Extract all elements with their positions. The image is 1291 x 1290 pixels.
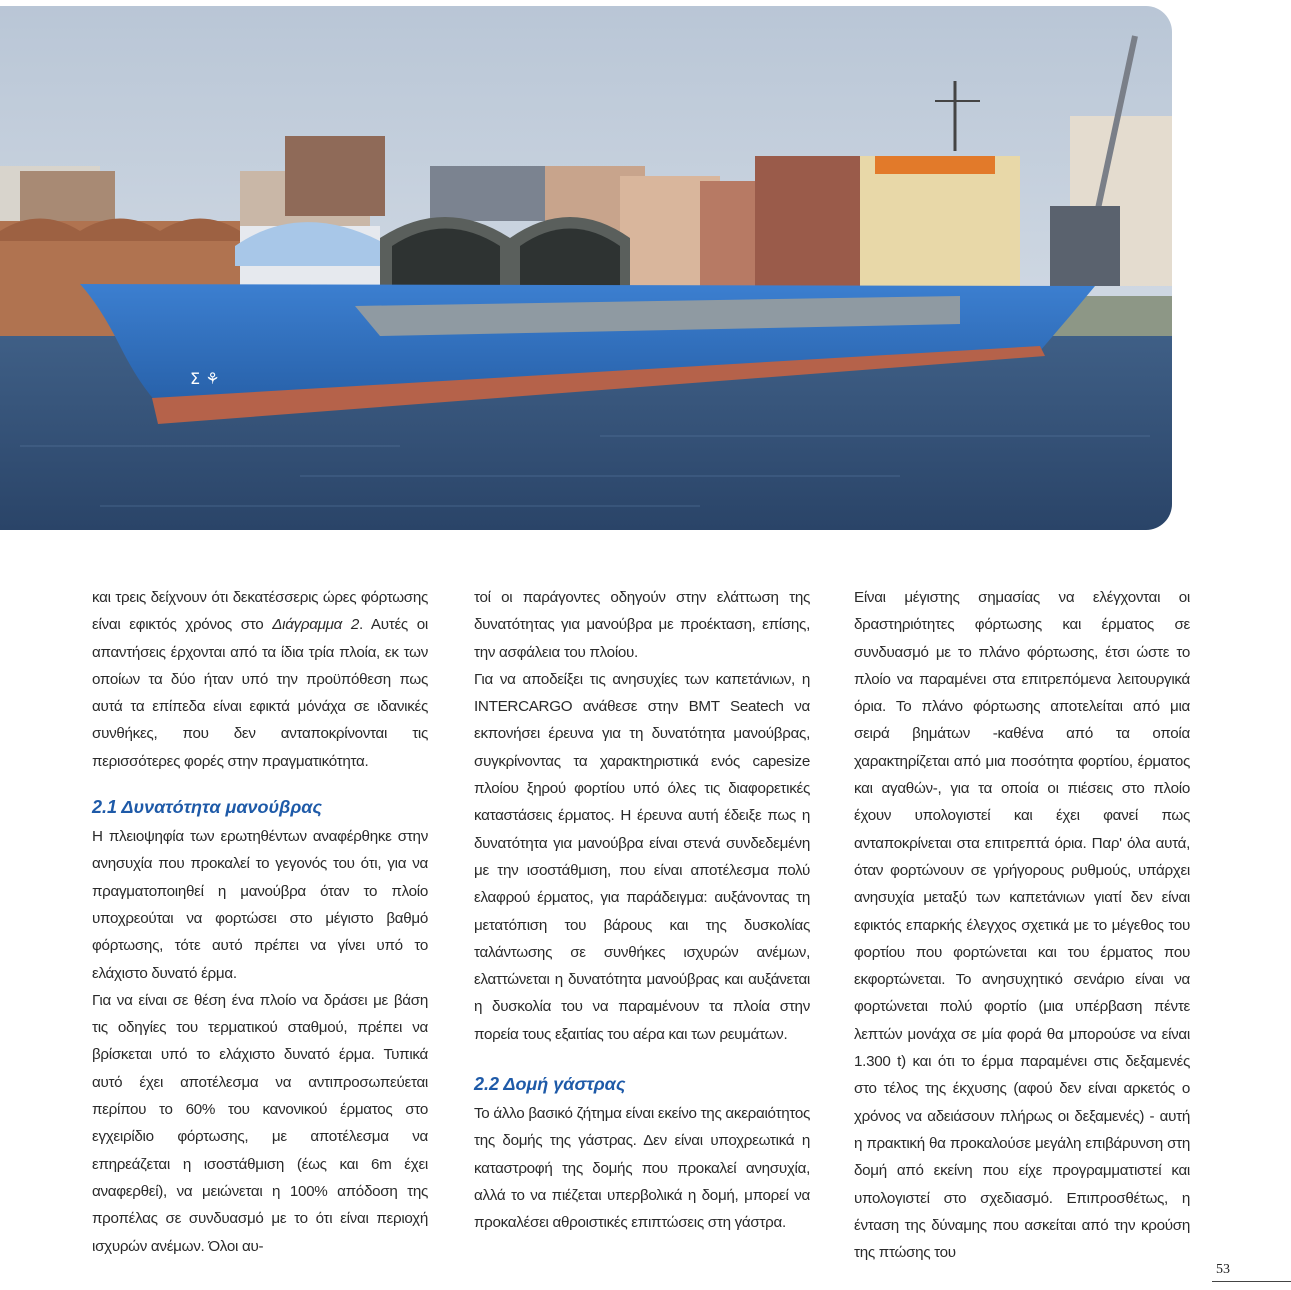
section-heading-2-1: 2.1 Δυνατότητα μανούβρας (92, 797, 322, 818)
article-column-1 (92, 584, 428, 1260)
paragraph: Για να είναι σε θέση ένα πλοίο να δράσει με βάση τις οδηγίες του τερματικού σταθμού, πρέπει να βρίσκεται υπό το ελάχιστο δυνατό έρμα. Τυπικά αυτό έχει αποτέλεσμα να αντιπροσωπεύεται περίπου το 60% του κανονικού έρματος στο εγχειρίδιο φόρτωσης, με αποτέλεσμα να επηρεάζεται η ισοστάθμιση (έως και 6m έχει αναφερθεί), να μειώνεται η 100% απόδοση της προπέλας σε συνδυασμό με το ότι είναι περιοχή ισχυρών ανέμων. Όλοι αυ- (92, 991, 428, 1255)
ship-photo (0, 6, 1172, 530)
footer-rule (1212, 1281, 1291, 1282)
section-heading-2-2: 2.2 Δομή γάστρας (474, 1074, 626, 1095)
bow-marking: Σ ⚘ (190, 369, 220, 388)
page-number: 53 (1216, 1262, 1230, 1277)
ship-illustration (0, 6, 1172, 530)
paragraph: Είναι μέγιστης σημασίας να ελέγχονται οι δραστηριότητες φόρτωσης και έρματος σε συνδυασμό με το πλάνο φόρτωσης, έτσι ώστε το πλοίο να παραμένει στα επιτρεπόμενα λειτουργικά όρια. Το πλάνο φόρτωσης αποτελείται από μια σειρά βημάτων -καθένα από τα οποία χαρακτηρίζεται από μια ποσότητα φορτίου, έρματος και αγαθών-, για τα οποία οι πιέσεις στο πλοίο έχουν υπολογιστεί και έχει φανεί πως ανταποκρίνεται στα επιτρεπτά όρια. Παρ' όλα αυτά, όταν φορτώνουν σε γρήγορους ρυθμούς, υπάρχει ανησυχία μεταξύ των καπετάνιων γιατί δεν είναι εφικτός επαρκής έλεγχος σχετικά με το μέγεθος του φορτίου που φορτώνεται και του έρματος που εκφορτώνεται. Το ανησυχητικό σενάριο είναι να φορτώνεται πολύ φορτίο (μια υπέρβαση πέντε λεπτών μονάχα σε μία φορά θα μπορούσε να είναι 1.300 t) και ότι το έρμα παραμένει στις δεξαμενές στο τέλος της έκχυσης (αφού δεν είναι αρκετός ο χρόνος να αδειάσουν πλήρως οι δεξαμενές) - αυτή η πρακτική θα προκαλούσε μεγάλη επιβάρυνση στη δομή από εκείνη που είχε προγραμματιστεί και υπολογιστεί στο σχεδιασμό. Επιπροσθέτως, η ένταση της δύναμης που ασκείται από την κρούση της πτώσης του (854, 589, 1190, 1262)
paragraph: Το άλλο βασικό ζήτημα είναι εκείνο της ακεραιότητος της δομής της γάστρας. Δεν είναι υποχρεωτικά η καταστροφή της δομής που προκαλεί ανησυχία, αλλά το να πιέζεται υπερβολικά η δομή, μπορεί να προκαλέσει αθροιστικές επιπτώσεις στη γάστρα. (474, 1105, 810, 1232)
article-column-2 (474, 584, 810, 1237)
paragraph: Η πλειοψηφία των ερωτηθέντων αναφέρθηκε στην ανησυχία που προκαλεί το γεγονός του ότι, για να πραγματοποιηθεί η μανούβρα όταν το πλοίο υποχρεούται να φορτώσει στο μέγιστο βαθμό φόρτωσης, τότε αυτό πρέπει να γίνει υπό το ελάχιστο δυνατό έρμα. (92, 828, 428, 982)
paragraph: Για να αποδείξει τις ανησυχίες των καπετάνιων, η INTERCARGO ανάθεσε στην BMT Seatech να εκπονήσει έρευνα για τη δυνατότητα μανούβρας, συγκρίνοντας τα χαρακτηριστικά ενός capesize πλοίου ξηρού φορτίου υπό όλες τις διαφορετικές καταστάσεις έρματος. Η έρευνα αυτή έδειξε πως η δυνατότητα για μανούβρα είναι στενά συνδεδεμένη με την ισοστάθμιση, που είναι αποτέλεσμα πολύ ελαφρού έρματος, για παράδειγμα: αυξάνοντας τη μετατόπιση του βάρους και της δυσκολίας ταλάντωσης σε συνθήκες ισχυρών ανέμων, ελαττώνεται η δυνατότητα μανούβρας και αυξάνεται η δυσκολία του να παραμένουν τα πλοία στην πορεία τους εξαιτίας του αέρα και των ρευμάτων. (474, 670, 810, 1043)
paragraph: τοί οι παράγοντες οδηγούν στην ελάττωση της δυνατότητας για μανούβρα με προέκταση, επίσης, την ασφάλεια του πλοίου. (474, 589, 810, 661)
article-column-3 (854, 584, 1190, 1266)
paragraph: και τρεις δείχνουν ότι δεκατέσσερις ώρες φόρτωσης είναι εφικτός χρόνος στο Διάγραμμα 2. Αυτές οι απαντήσεις έρχονται από τα ίδια τρία πλοία, εκ των οποίων τα δύο ήταν υπό την προϋπόθεση πως αυτά τα επίπεδα είναι εφικτά μόνάχα σε ιδανικές συνθήκες, που δεν ανταποκρίνονται τις περισσότερες φορές στην πραγματικότητα. (92, 589, 428, 770)
